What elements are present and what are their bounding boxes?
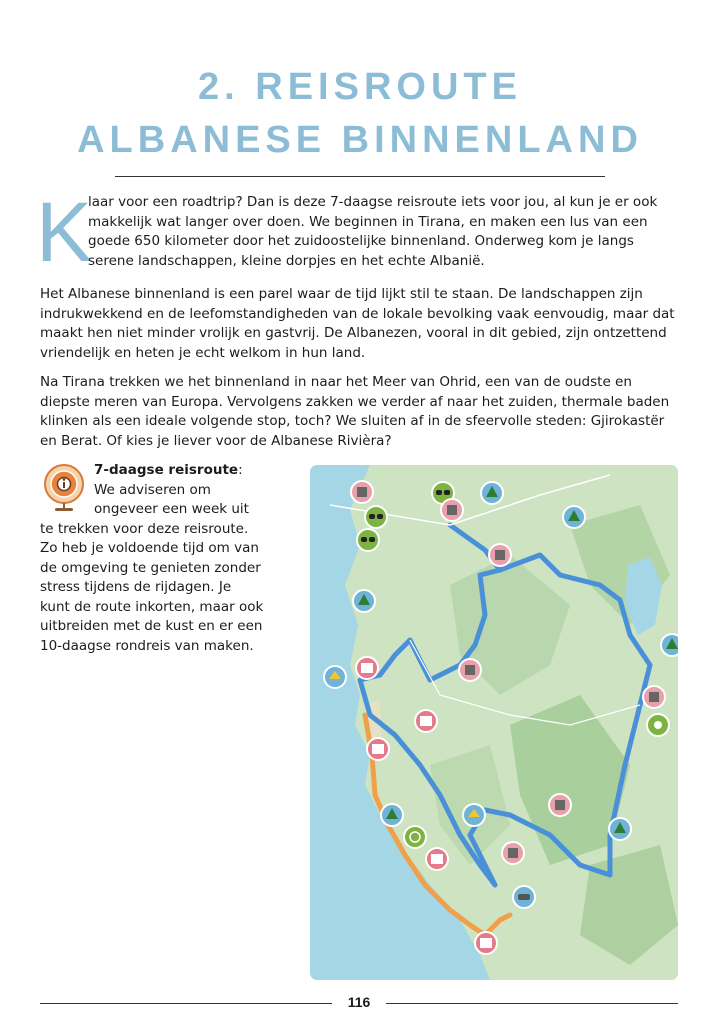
- info-globe-icon: [40, 461, 90, 513]
- nature-marker: [381, 804, 403, 826]
- ferris-wheel-marker: [404, 826, 426, 848]
- heritage-marker: [367, 738, 389, 760]
- intro-paragraph: laar voor een roadtrip? Dan is deze 7-daagse reisroute iets voor jou, al kun je er ook makkelijk wat langer over doen. We beginnen in Tirana, en maken een lus van een goede 650 kilometer door het zuidoostelijke binnenland. Onderweg kom je langs serene landschappen, kleine dorpjes en het echte Albanië.: [88, 194, 658, 269]
- city-marker: [549, 794, 571, 816]
- nature-marker: [353, 590, 375, 612]
- paragraph-2: Het Albanese binnenland is een parel waar de tijd lijkt stil te staan. De landschappen zijn indrukwekkend en de leefomstandigheden van de lokale bevolking vaak eenvoudig, maar dat maakt hen niet minder vrolijk en gastvrij. De Albanezen, vooral in dit gebied, zijn ontzettend vriendelijk en heten je echt welkom in hun land.: [40, 286, 675, 361]
- city-marker: [502, 842, 524, 864]
- tip-box: [40, 461, 265, 656]
- wildlife-marker: [513, 886, 535, 908]
- city-marker: [489, 544, 511, 566]
- page-title-line-1: 2. REISROUTE: [198, 66, 522, 108]
- viewpoint-marker: [357, 529, 379, 551]
- heritage-marker: [475, 932, 497, 954]
- paragraph-3: Na Tirana trekken we het binnenland in naar het Meer van Ohrid, een van de oudste en diepste meren van Europa. Vervolgens zakken we verder af naar het zuiden, thermale baden klinken als een ideale volgende stop, toch? We sluiten af in de sfeervolle steden: Gjirokastër en Berat. Of kies je liever voor de Albanese Rivièra?: [40, 374, 670, 449]
- heritage-marker: [426, 848, 448, 870]
- nature-marker: [661, 634, 678, 656]
- page-number: 116: [347, 994, 371, 1010]
- footer-divider-right: [386, 1003, 678, 1004]
- title-divider: [115, 176, 605, 177]
- city-marker: [441, 499, 463, 521]
- beach-marker: [463, 804, 485, 826]
- page-title-line-2: ALBANESE BINNENLAND: [77, 119, 643, 161]
- city-marker: [351, 481, 373, 503]
- drop-cap: K: [36, 185, 93, 279]
- tip-label: 7-daagse reisroute: [94, 462, 239, 478]
- heritage-marker: [356, 657, 378, 679]
- nature-marker: [609, 818, 631, 840]
- beach-marker: [324, 666, 346, 688]
- heritage-marker: [415, 710, 437, 732]
- nature-marker: [481, 482, 503, 504]
- viewpoint-marker: [365, 506, 387, 528]
- route-map: [310, 465, 678, 980]
- footer-divider-left: [40, 1003, 332, 1004]
- nature-marker: [563, 506, 585, 528]
- city-marker: [459, 659, 481, 681]
- city-marker: [643, 686, 665, 708]
- thermal-bath-marker: [647, 714, 669, 736]
- tip-text: : We adviseren om ongeveer een week uit te trekken voor deze reisroute. Zo heb je voldoende tijd om van de omgeving te genieten zonder stress tijdens de rijdagen. Je kunt de route inkorten, maar ook uitbreiden met de kust en er een 10-daagse rondreis van maken.: [40, 462, 264, 654]
